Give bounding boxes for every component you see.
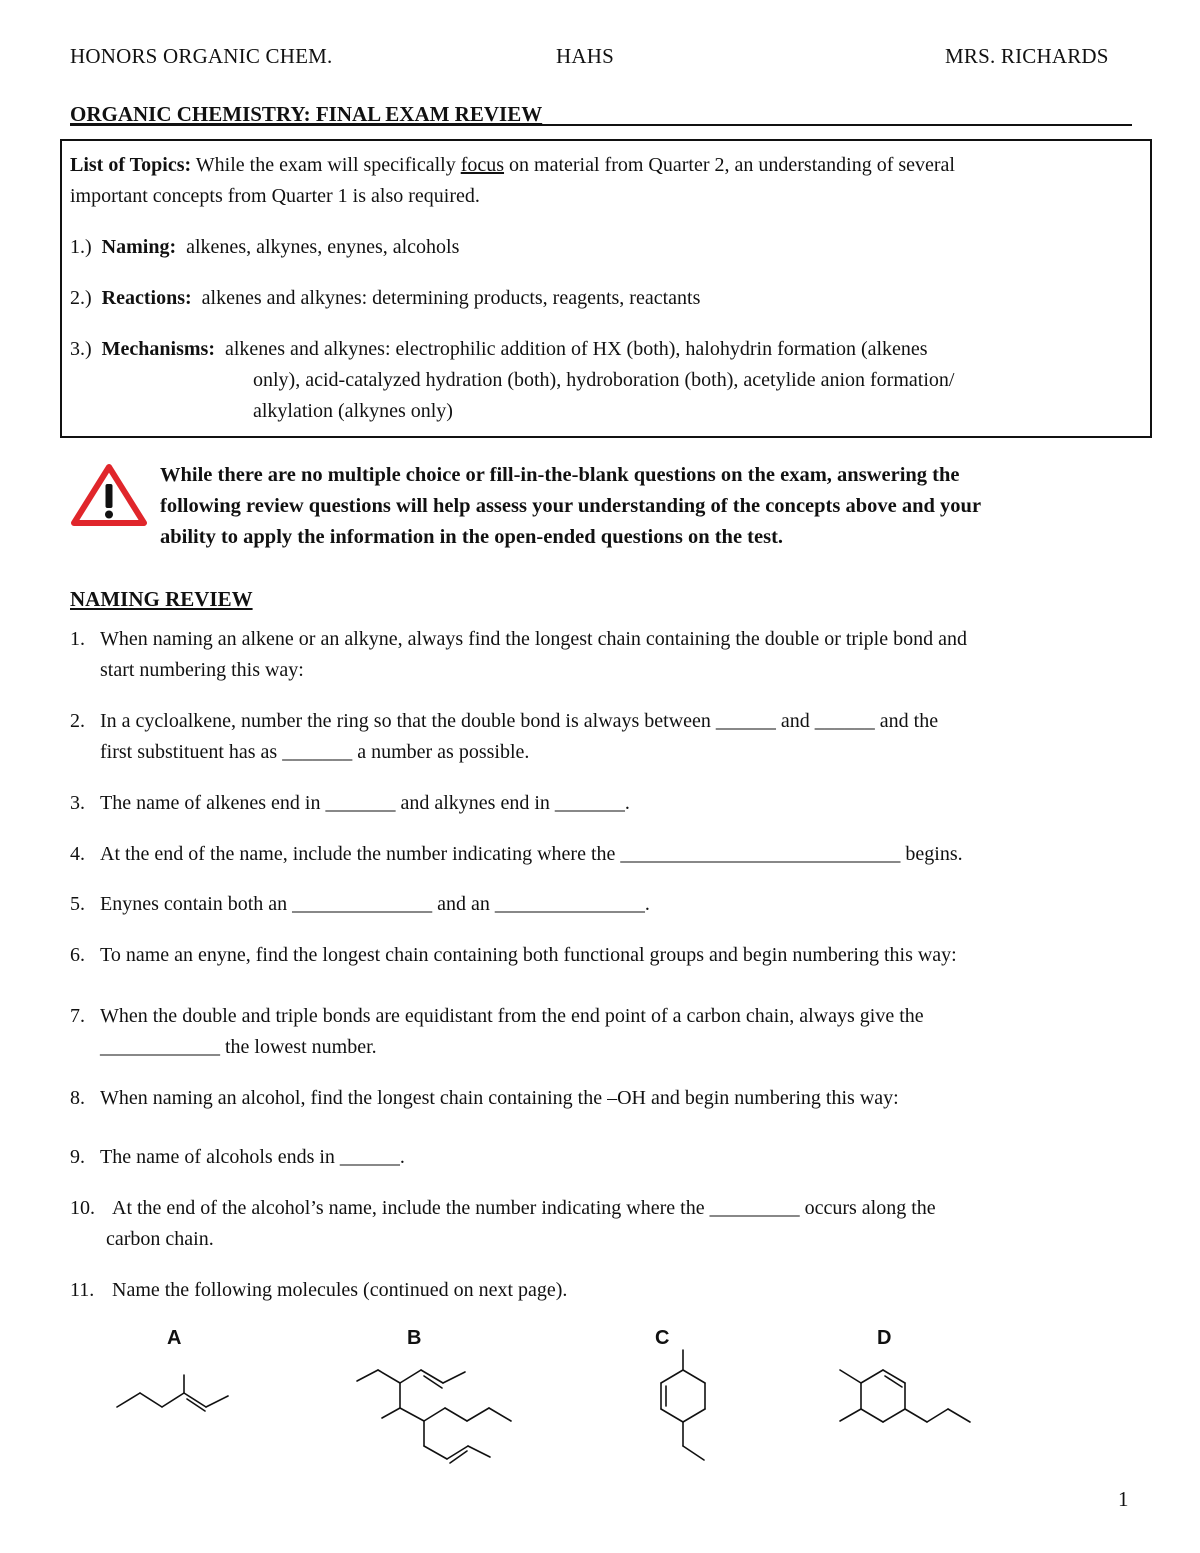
- topic-label: Mechanisms:: [101, 338, 215, 360]
- topics-intro-line2: important concepts from Quarter 1 is also required.: [70, 185, 480, 207]
- question-number: 9.: [70, 1146, 85, 1168]
- naming-review-heading: NAMING REVIEW: [70, 587, 253, 611]
- question-number: 8.: [70, 1087, 85, 1109]
- topic-num: 2.): [70, 287, 92, 309]
- question-text: At the end of the name, include the number indicating where the ____________________________ begins.: [100, 843, 963, 865]
- topic-label: Naming:: [101, 236, 177, 258]
- question-text: The name of alkenes end in _______ and alkynes end in _______.: [100, 792, 630, 814]
- header-school: HAHS: [556, 44, 614, 68]
- topic-mech-line3: alkylation (alkynes only): [253, 400, 453, 422]
- question-text: To name an enyne, find the longest chain containing both functional groups and begin numbering this way:: [100, 944, 957, 966]
- molecule-label-a: A: [167, 1327, 182, 1349]
- question-1-line2: start numbering this way:: [100, 659, 304, 681]
- question-text: At the end of the alcohol’s name, include the number indicating where the _________ occurs along the: [112, 1197, 936, 1219]
- topics-intro-b: on material from Quarter 2, an understanding of several: [504, 154, 955, 176]
- topic-num: 3.): [70, 338, 92, 360]
- warning-line-3: ability to apply the information in the open-ended questions on the test.: [160, 526, 784, 548]
- question-number: 4.: [70, 843, 85, 865]
- question-number: 3.: [70, 792, 85, 814]
- topic-mech-line2: only), acid-catalyzed hydration (both), hydroboration (both), acetylide anion formation/: [253, 369, 955, 391]
- header-teacher: MRS. RICHARDS: [945, 44, 1109, 68]
- header-course: HONORS ORGANIC CHEM.: [70, 44, 333, 68]
- question-number: 7.: [70, 1005, 85, 1027]
- question-text: When naming an alkene or an alkyne, always find the longest chain containing the double or triple bond and: [100, 628, 967, 650]
- molecule-a-structure: [117, 1375, 228, 1411]
- question-number: 6.: [70, 944, 85, 966]
- question-10-line2: carbon chain.: [106, 1228, 214, 1250]
- page-number: 1: [1118, 1487, 1129, 1511]
- topic-num: 1.): [70, 236, 92, 258]
- question-text: Name the following molecules (continued on next page).: [112, 1279, 568, 1301]
- question-number: 2.: [70, 710, 85, 732]
- question-7-line2: ____________ the lowest number.: [100, 1036, 377, 1058]
- warning-line-2: following review questions will help assess your understanding of the concepts above and your: [160, 495, 982, 517]
- warning-line-1: While there are no multiple choice or fill-in-the-blank questions on the exam, answering the: [160, 464, 960, 486]
- question-number: 10.: [70, 1197, 95, 1219]
- page-title: ORGANIC CHEMISTRY: FINAL EXAM REVIEW: [70, 102, 543, 126]
- question-number: 11.: [70, 1279, 95, 1301]
- molecule-label-b: B: [407, 1327, 422, 1349]
- question-2-line2: first substituent has as _______ a number as possible.: [100, 741, 530, 763]
- question-text: When the double and triple bonds are equidistant from the end point of a carbon chain, always give the: [100, 1005, 924, 1027]
- topics-label: List of Topics:: [70, 154, 192, 176]
- molecule-c-structure: [661, 1350, 705, 1460]
- molecule-b-structure: [357, 1370, 511, 1463]
- topic-label: Reactions:: [101, 287, 192, 309]
- topic-text: alkenes and alkynes: electrophilic addition of HX (both), halohydrin formation (alkenes: [225, 338, 928, 360]
- topic-text: alkenes, alkynes, enynes, alcohols: [186, 236, 460, 258]
- topic-text: alkenes and alkynes: determining products, reagents, reactants: [201, 287, 701, 309]
- question-text: Enynes contain both an ______________ and an _______________.: [100, 893, 650, 915]
- topics-intro-a: While the exam will specifically: [191, 154, 461, 176]
- topics-intro-focus: focus: [460, 154, 505, 176]
- question-number: 5.: [70, 893, 85, 915]
- question-text: When naming an alcohol, find the longest chain containing the –OH and begin numbering this way:: [100, 1087, 899, 1109]
- molecule-label-c: C: [655, 1327, 670, 1349]
- question-text: The name of alcohols ends in ______.: [100, 1146, 405, 1168]
- molecule-d-structure: [840, 1370, 970, 1422]
- question-text: In a cycloalkene, number the ring so that the double bond is always between ______ and ______ and the: [100, 710, 939, 732]
- molecule-label-d: D: [877, 1327, 892, 1349]
- question-number: 1.: [70, 628, 85, 650]
